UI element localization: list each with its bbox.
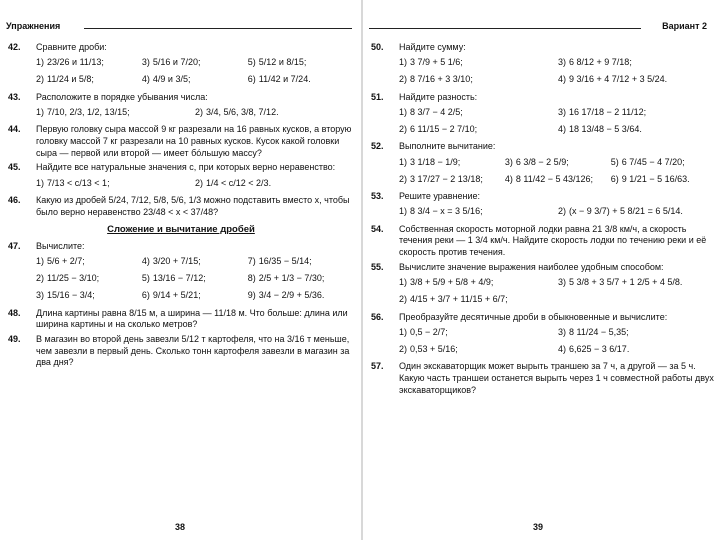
problem-body xyxy=(399,312,717,360)
problem-number: 55. xyxy=(371,261,384,272)
problem-body xyxy=(399,224,717,260)
problem-item xyxy=(142,271,248,288)
problem-item xyxy=(248,271,354,288)
problem-item xyxy=(36,72,142,89)
item-label: 1) xyxy=(36,256,45,267)
item-expression: 8 11/24 − 5,35; xyxy=(569,326,629,337)
item-label: 2) xyxy=(399,294,408,305)
item-expression: 5/6 + 2/7; xyxy=(47,256,85,267)
item-label: 2) xyxy=(195,177,204,188)
problem xyxy=(371,191,717,222)
item-expression: 6 8/12 + 9 7/18; xyxy=(569,57,632,68)
item-expression: 3 17/27 − 2 13/18; xyxy=(410,173,483,184)
item-label: 3) xyxy=(558,107,567,118)
right-header-rule xyxy=(369,28,641,29)
item-label: 6) xyxy=(247,74,256,85)
item-label: 3) xyxy=(558,57,567,68)
problem-prompt: Найдите разность: xyxy=(399,91,478,102)
item-expression: 3/4 − 2/9 + 5/36. xyxy=(258,290,325,301)
item-expression: 9 3/16 + 4 7/12 + 3 5/24. xyxy=(569,74,668,85)
problem-body xyxy=(36,308,354,332)
problem-item xyxy=(558,104,717,121)
problem-body xyxy=(36,42,354,90)
item-expression: 18 13/48 − 5 3/64. xyxy=(569,124,642,135)
item-expression: 11/42 и 7/24. xyxy=(258,74,311,85)
right-running-header xyxy=(369,21,719,35)
item-label: 1) xyxy=(36,57,45,68)
problem-prompt: Найдите сумму: xyxy=(399,42,466,52)
item-expression: 8 3/4 − x = 3 5/16; xyxy=(410,206,483,217)
item-expression: 6 7/45 − 4 7/20; xyxy=(621,156,685,167)
problem-number: 42. xyxy=(8,42,21,52)
problem-item xyxy=(558,275,717,292)
problem-items xyxy=(36,55,354,89)
problem-item xyxy=(505,171,611,188)
item-label: 5) xyxy=(247,57,256,68)
problem-body xyxy=(399,42,717,90)
problem-item xyxy=(558,72,717,89)
problem xyxy=(371,92,717,140)
item-expression: 23/26 и 11/13; xyxy=(47,57,104,68)
item-label: 4) xyxy=(504,173,513,184)
item-label: 2) xyxy=(399,173,408,184)
item-expression: 1/4 < c/12 < 2/3. xyxy=(206,177,272,188)
left-header-title: Упражнения xyxy=(6,21,61,31)
problem-prompt: Преобразуйте десятичные дроби в обыкновенные и вычислите: xyxy=(399,311,668,322)
problem-item xyxy=(195,104,354,121)
problem xyxy=(8,124,354,160)
problem-item xyxy=(611,171,717,188)
item-label: 5) xyxy=(610,156,619,167)
item-expression: 3 1/18 − 1/9; xyxy=(410,156,461,167)
problem-number: 43. xyxy=(8,91,21,102)
problem-prompt: Длина картины равна 8/15 м, а ширина — 11/18 м. Что больше: длина или ширина картины и на сколько метров? xyxy=(36,307,348,330)
item-expression: 0,5 − 2/7; xyxy=(410,326,448,337)
problem-item xyxy=(505,154,611,171)
item-expression: 11/24 и 5/8; xyxy=(47,74,94,85)
item-expression: 2/5 + 1/3 − 7/30; xyxy=(258,273,325,284)
problem-item xyxy=(36,55,142,72)
problem-prompt: Найдите все натуральные значения c, при которых верно неравенство: xyxy=(36,162,336,173)
problem-body xyxy=(36,334,354,370)
problem-prompt: Сравните дроби: xyxy=(36,42,107,52)
problem-prompt: Один экскаваторщик может вырыть траншею за 7 ч, а другой — за 5 ч. Какую часть траншеи останется вырыть через 1 ч совместной работы двух экскаваторщиков? xyxy=(399,361,714,395)
item-expression: 13/16 − 7/12; xyxy=(152,273,206,284)
problem-item xyxy=(399,72,558,89)
problem-item xyxy=(558,121,717,138)
item-label: 3) xyxy=(141,57,150,68)
item-label: 1) xyxy=(399,277,408,288)
problem-items xyxy=(36,104,354,121)
item-expression: 9/14 + 5/21; xyxy=(152,290,201,301)
problem-item xyxy=(142,254,248,271)
problem-prompt: Вычислите: xyxy=(36,240,85,251)
problem-item xyxy=(142,72,248,89)
problem-body xyxy=(399,191,717,222)
item-label: 2) xyxy=(399,124,408,135)
item-label: 1) xyxy=(399,57,408,68)
problem xyxy=(371,312,717,360)
problem-item xyxy=(36,104,195,121)
left-page xyxy=(0,0,362,540)
problem-item xyxy=(399,55,558,72)
problem-item xyxy=(399,292,558,309)
problem-item xyxy=(399,204,558,221)
problem-item xyxy=(399,341,558,358)
item-expression: 5/12 и 8/15; xyxy=(258,57,307,68)
item-label: 2) xyxy=(558,206,567,217)
problem-number: 44. xyxy=(8,124,21,135)
item-label: 4) xyxy=(141,74,150,85)
right-problem-list xyxy=(371,42,717,397)
item-label: 2) xyxy=(399,74,408,85)
problem-body xyxy=(36,162,354,193)
problem-item xyxy=(195,175,354,192)
item-expression: 8 7/16 + 3 3/10; xyxy=(410,74,473,85)
item-expression: 3/20 + 7/15; xyxy=(152,256,201,267)
item-label: 7) xyxy=(247,256,256,267)
problem-items xyxy=(36,175,354,192)
item-expression: 5 3/8 + 3 5/7 + 1 2/5 + 4 5/8. xyxy=(569,277,683,288)
left-page-number: 38 xyxy=(175,522,186,532)
right-page-number: 39 xyxy=(533,522,544,532)
item-expression: 3/8 + 5/9 + 5/8 + 4/9; xyxy=(410,277,494,288)
problem-items xyxy=(399,104,717,138)
problem-items xyxy=(399,204,717,221)
item-label: 4) xyxy=(558,343,567,354)
problem-number: 50. xyxy=(371,42,384,52)
problem xyxy=(8,334,354,370)
problem-item xyxy=(399,324,558,341)
item-expression: 6 3/8 − 2 5/9; xyxy=(515,156,569,167)
problem-body xyxy=(399,361,717,397)
item-label: 6) xyxy=(610,173,619,184)
problem-item xyxy=(399,154,505,171)
item-expression: 4/15 + 3/7 + 11/15 + 6/7; xyxy=(410,294,508,305)
item-expression: 5/16 и 7/20; xyxy=(152,57,201,68)
section-title: Сложение и вычитание дробей xyxy=(107,223,255,235)
problem-number: 56. xyxy=(371,311,384,322)
item-label: 3) xyxy=(36,290,45,301)
problem-item xyxy=(36,288,142,305)
problem-prompt: В магазин во второй день завезли 5/12 т картофеля, что на 3/16 т меньше, чем завезли в первый день. Сколько тонн картофеля завезли в магазин за два дня? xyxy=(36,333,350,368)
item-label: 4) xyxy=(558,124,567,135)
problem xyxy=(8,241,354,306)
left-content xyxy=(8,42,354,372)
problem-number: 48. xyxy=(8,307,21,318)
problem-body xyxy=(399,262,717,310)
problem-item xyxy=(558,55,717,72)
item-expression: 8 3/7 − 4 2/5; xyxy=(410,107,463,118)
item-expression: 11/25 − 3/10; xyxy=(47,273,100,284)
problem-item xyxy=(36,271,142,288)
problem-item xyxy=(142,55,248,72)
problem-items xyxy=(399,275,717,309)
left-problem-list xyxy=(8,42,354,220)
problem-items xyxy=(36,254,354,305)
problem-item xyxy=(248,72,354,89)
problem-item xyxy=(142,288,248,305)
item-label: 5) xyxy=(141,273,150,284)
left-problem-list-2 xyxy=(8,241,354,370)
item-label: 4) xyxy=(141,256,150,267)
item-label: 2) xyxy=(36,273,45,284)
item-label: 2) xyxy=(36,74,45,85)
problem-item xyxy=(558,324,717,341)
problem xyxy=(8,92,354,123)
problem-item xyxy=(558,341,717,358)
item-label: 1) xyxy=(399,156,408,167)
problem-number: 47. xyxy=(8,240,21,251)
item-label: 1) xyxy=(36,177,45,188)
item-expression: 3 7/9 + 5 1/6; xyxy=(410,57,463,68)
problem-item xyxy=(36,175,195,192)
problem-item xyxy=(611,154,717,171)
right-content xyxy=(371,42,717,399)
problem-item xyxy=(399,121,558,138)
item-label: 4) xyxy=(558,74,567,85)
left-header-rule xyxy=(84,28,352,29)
item-expression: 0,53 + 5/16; xyxy=(410,343,458,354)
problem xyxy=(8,195,354,219)
item-expression: 16/35 − 5/14; xyxy=(258,256,312,267)
problem-prompt: Решите уравнение: xyxy=(399,191,481,202)
right-page xyxy=(363,0,725,540)
item-label: 2) xyxy=(195,107,204,118)
problem xyxy=(371,141,717,189)
problem xyxy=(8,162,354,193)
problem-prompt: Первую головку сыра массой 9 кг разрезали на 16 равных кусков, а вторую головку массой 7 кг разрезали на 10 равных кусков. Кусок какой головки сыра — первой или второй — имеет бо́льшую массу? xyxy=(36,124,352,158)
item-label: 9) xyxy=(247,290,256,301)
item-expression: 16 17/18 − 2 11/12; xyxy=(569,107,647,118)
problem-number: 51. xyxy=(371,91,384,102)
problem xyxy=(371,361,717,397)
item-label: 3) xyxy=(558,277,567,288)
problem-number: 49. xyxy=(8,333,21,344)
problem-item xyxy=(558,204,717,221)
problem-item xyxy=(399,171,505,188)
item-label: 1) xyxy=(399,326,408,337)
item-expression: 7/10, 2/3, 1/2, 13/15; xyxy=(47,107,130,118)
problem xyxy=(371,224,717,260)
item-expression: 9 1/21 − 5 16/63. xyxy=(621,173,690,184)
item-expression: 8 11/42 − 5 43/126; xyxy=(515,173,594,184)
problem-body xyxy=(36,124,354,160)
problem-prompt: Какую из дробей 5/24, 7/12, 5/8, 5/6, 1/3 можно подставить вместо x, чтобы было верно неравенство 23/48 < x < 37/48? xyxy=(36,195,350,217)
problem xyxy=(8,42,354,90)
problem-body xyxy=(36,92,354,123)
problem-prompt: Вычислите значение выражения наиболее удобным способом: xyxy=(399,261,664,272)
problem-prompt: Расположите в порядке убывания числа: xyxy=(36,91,208,102)
problem-items xyxy=(399,324,717,358)
problem-body xyxy=(399,92,717,140)
problem-item xyxy=(36,254,142,271)
item-expression: 3/4, 5/6, 3/8, 7/12. xyxy=(206,107,279,118)
problem-item xyxy=(248,55,354,72)
item-expression: 6 11/15 − 2 7/10; xyxy=(410,124,478,135)
problem-item xyxy=(248,288,354,305)
problem-body xyxy=(36,195,354,219)
problem-prompt: Собственная скорость моторной лодки равна 21 3/8 км/ч, а скорость течения реки — 1 3/4 км/ч. Найдите скорость лодки по течению реки и её скорость против течения. xyxy=(399,223,707,258)
problem-number: 46. xyxy=(8,195,21,206)
item-label: 1) xyxy=(399,206,408,217)
problem-item xyxy=(248,254,354,271)
left-running-header xyxy=(6,21,356,35)
problem-items xyxy=(399,154,717,188)
item-expression: 15/16 − 3/4; xyxy=(47,290,95,301)
item-label: 1) xyxy=(36,107,45,118)
problem-number: 54. xyxy=(371,223,384,234)
problem-number: 53. xyxy=(371,191,384,202)
item-expression: (x − 9 3/7) + 5 8/21 = 6 5/14. xyxy=(569,206,683,217)
problem-items xyxy=(399,55,717,89)
problem xyxy=(371,42,717,90)
item-label: 1) xyxy=(399,107,408,118)
problem-number: 45. xyxy=(8,162,21,173)
problem-body xyxy=(399,141,717,189)
item-expression: 4/9 и 3/5; xyxy=(152,74,191,85)
right-header-title: Вариант 2 xyxy=(662,21,707,31)
item-expression: 6,625 − 3 6/17. xyxy=(569,343,630,354)
problem xyxy=(371,262,717,310)
problem-number: 52. xyxy=(371,141,384,152)
item-label: 3) xyxy=(504,156,513,167)
item-expression: 7/13 < c/13 < 1; xyxy=(47,177,110,188)
problem-item xyxy=(399,104,558,121)
problem-number: 57. xyxy=(371,361,384,372)
problem-item xyxy=(399,275,558,292)
item-label: 2) xyxy=(399,343,408,354)
item-label: 8) xyxy=(247,273,256,284)
problem-prompt: Выполните вычитание: xyxy=(399,141,496,152)
problem xyxy=(8,308,354,332)
item-label: 6) xyxy=(141,290,150,301)
item-label: 3) xyxy=(558,326,567,337)
problem-body xyxy=(36,241,354,306)
